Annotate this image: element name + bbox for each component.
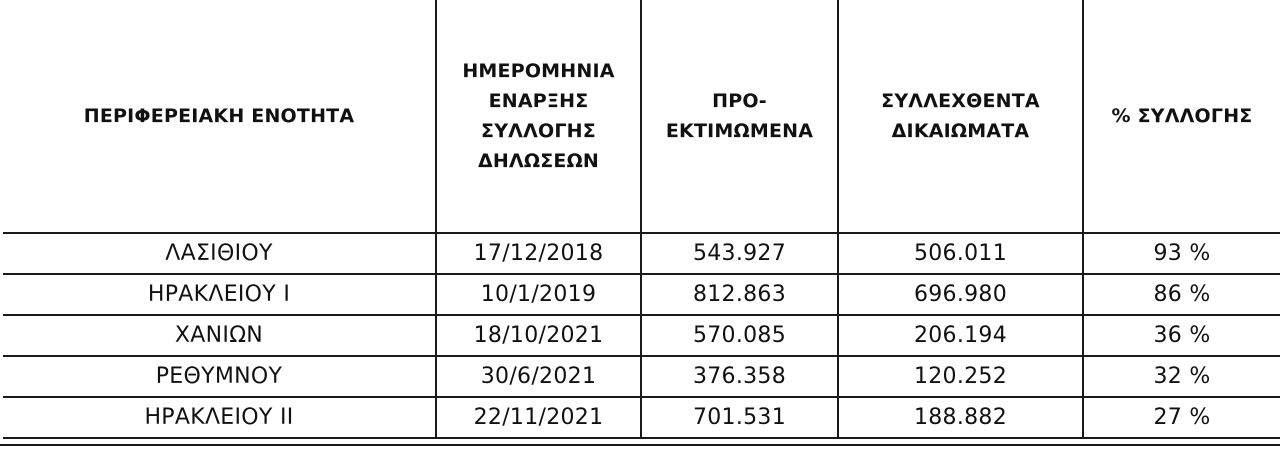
header-line: ΣΥΛΛΟΓΗΣ	[481, 120, 596, 142]
cell-collected: 120.252	[838, 356, 1083, 397]
cell-start-date: 17/12/2018	[436, 233, 641, 274]
header-line: ΠΡΟ-	[712, 90, 767, 112]
cell-estimated: 543.927	[641, 233, 838, 274]
header-line: ΔΙΚΑΙΩΜΑΤΑ	[891, 120, 1030, 142]
cell-region: ΛΑΣΙΘΙΟΥ	[3, 233, 436, 274]
table-row	[3, 274, 1280, 315]
cell-collected: 696.980	[838, 274, 1083, 315]
cell-region: ΗΡΑΚΛΕΙΟΥ Ι	[3, 274, 436, 315]
table-row	[3, 397, 1280, 438]
cell-estimated: 812.863	[641, 274, 838, 315]
table-row	[3, 315, 1280, 356]
cell-start-date: 30/6/2021	[436, 356, 641, 397]
header-line: % ΣΥΛΛΟΓΗΣ	[1111, 105, 1253, 127]
cell-estimated: 570.085	[641, 315, 838, 356]
cell-percent: 27 %	[1083, 397, 1280, 438]
cell-percent: 86 %	[1083, 274, 1280, 315]
header-line: ΠΕΡΙΦΕΡΕΙΑΚΗ ΕΝΟΤΗΤΑ	[83, 105, 355, 127]
cell-start-date: 10/1/2019	[436, 274, 641, 315]
cell-start-date: 18/10/2021	[436, 315, 641, 356]
header-start-date	[436, 0, 641, 233]
header-line: ΔΗΛΩΣΕΩΝ	[477, 150, 600, 172]
cell-estimated: 376.358	[641, 356, 838, 397]
cell-percent: 36 %	[1083, 315, 1280, 356]
table-row	[3, 356, 1280, 397]
cell-start-date: 22/11/2021	[436, 397, 641, 438]
cell-collected: 506.011	[838, 233, 1083, 274]
collection-table	[3, 0, 1280, 439]
cell-percent: 93 %	[1083, 233, 1280, 274]
cell-estimated: 701.531	[641, 397, 838, 438]
cell-percent: 32 %	[1083, 356, 1280, 397]
header-row	[3, 0, 1280, 233]
header-collected-rights	[838, 0, 1083, 233]
header-line: ΗΜΕΡΟΜΗΝΙΑ	[462, 60, 615, 82]
header-regional-unit	[3, 0, 436, 233]
header-line: ΣΥΛΛΕΧΘΕΝΤΑ	[881, 90, 1040, 112]
cell-region: ΡΕΘΥΜΝΟΥ	[3, 356, 436, 397]
header-line: ΕΝΑΡΞΗΣ	[488, 90, 589, 112]
cell-collected: 188.882	[838, 397, 1083, 438]
header-collection-percent	[1083, 0, 1280, 233]
cell-region: ΧΑΝΙΩΝ	[3, 315, 436, 356]
header-estimated	[641, 0, 838, 233]
cell-collected: 206.194	[838, 315, 1083, 356]
cell-region: ΗΡΑΚΛΕΙΟΥ ΙΙ	[3, 397, 436, 438]
header-line: ΕΚΤΙΜΩΜΕΝΑ	[665, 120, 814, 142]
table-row	[3, 233, 1280, 274]
bottom-rule	[0, 444, 1280, 446]
